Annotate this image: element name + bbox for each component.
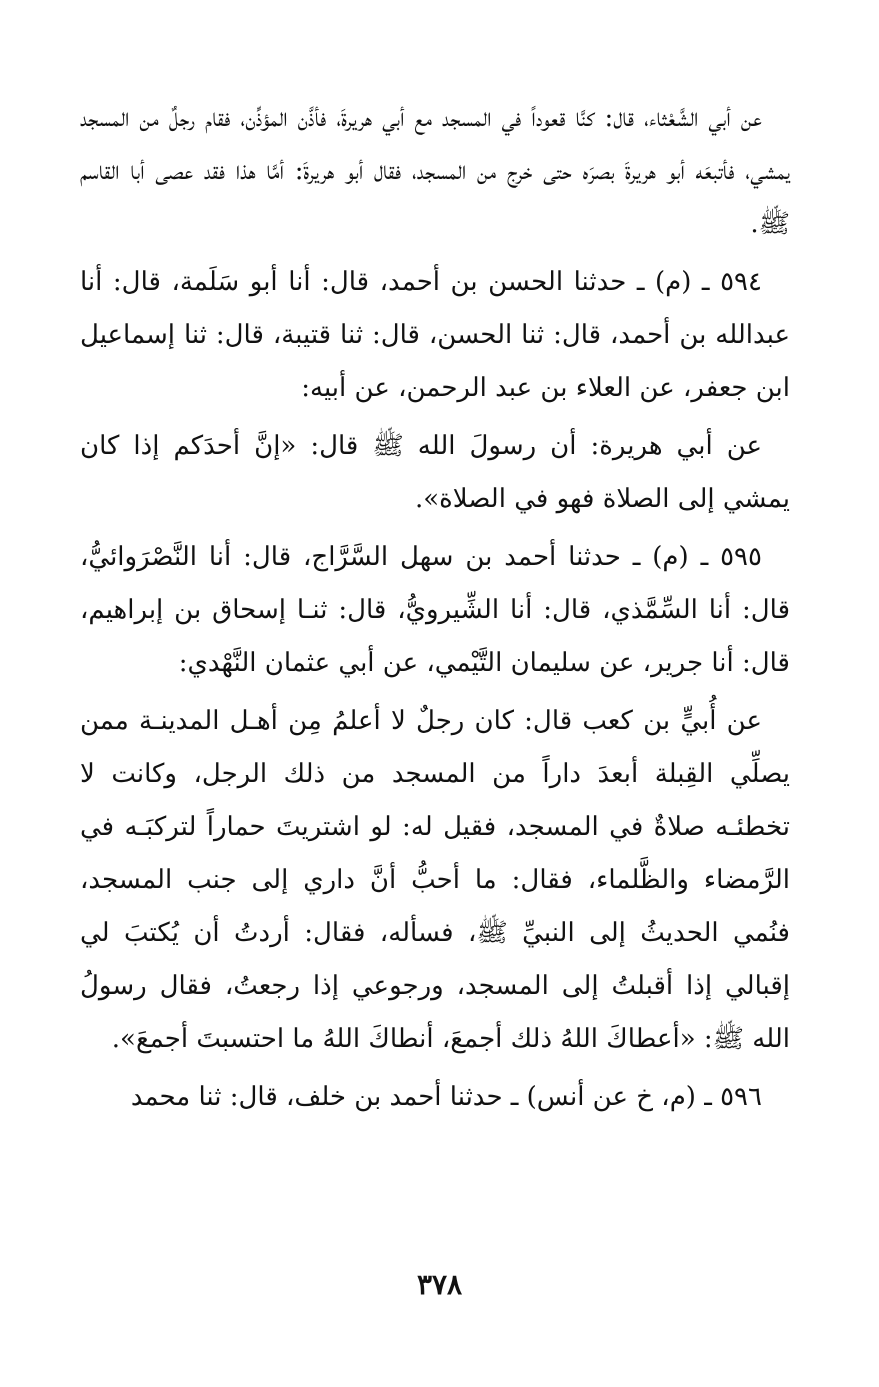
page-number: ٣٧٨ [416, 1268, 463, 1301]
paragraph-narration-abu-shatha: عن أبي الشَّعْثاء، قال: كنَّا قعوداً في المسجد مع أبي هريرةَ، فأذَّن المؤذِّن، فقام رجلٌ من المسجد يمشي، فأتبعَه أبو هريرةَ بصرَه حتى خرج من المسجد، فقال أبو هريرةَ: أمَّا هذا فقد عصى أبا القاسم ﷺ. [80, 103, 790, 239]
paragraph-hadith-594-matn: عن أبي هريرة: أن رسولَ الله ﷺ قال: «إنَّ أحدَكم إذا كان يمشي إلى الصلاة فهو في الصلاة». [80, 431, 790, 514]
paragraph-hadith-594-isnad: ٥٩٤ ـ (م) ـ حدثنا الحسن بن أحمد، قال: أنا أبو سَلَمة، قال: أنا عبدالله بن أحمد، قال: ثنا الحسن، قال: ثنا قتيبة، قال: ثنا إسماعيل ابن جعفر، عن العلاء بن عبد الرحمن، عن أبيه: [80, 267, 790, 403]
paragraph-hadith-595-isnad: ٥٩٥ ـ (م) ـ حدثنا أحمد بن سهل السَّرَّاج، قال: أنا النَّصْرَوائيُّ، قال: أنا السِّمَّذي، قال: أنا الشِّيرويُّ، قال: ثنـا إسحاق بن إبراهيم، قال: أنا جرير، عن سليمان التَّيْمي، عن أبي عثمان النَّهْدي: [80, 542, 790, 678]
paragraph-hadith-595-matn: عن أُبيٍّ بن كعب قال: كان رجلٌ لا أعلمُ مِن أهـل المدينـة ممن يصلِّي القِبلة أبعدَ داراً من المسجد من ذلك الرجل، وكانت لا تخطئـه صلاةٌ في المسجد، فقيل له: لو اشتريتَ حماراً لتركبَـه في الرَّمضاء والظَّلماء، فقال: ما أحبُّ أنَّ داري إلى جنب المسجد، فنُمي الحديثُ إلى النبيِّ ﷺ، فسأله، فقال: أردتُ أن يُكتبَ لي إقبالي إذا أقبلتُ إلى المسجد، ورجوعي إذا رجعتُ، فقال رسولُ الله ﷺ: «أعطاكَ اللهُ ذلك أجمعَ، أنطاكَ اللهُ ما احتسبتَ أجمعَ». [80, 706, 790, 1054]
page-body [80, 92, 790, 1129]
paragraph-hadith-596-isnad: ٥٩٦ ـ (م، خ عن أنس) ـ حدثنا أحمد بن خلف، قال: ثنا محمد [130, 1082, 762, 1112]
